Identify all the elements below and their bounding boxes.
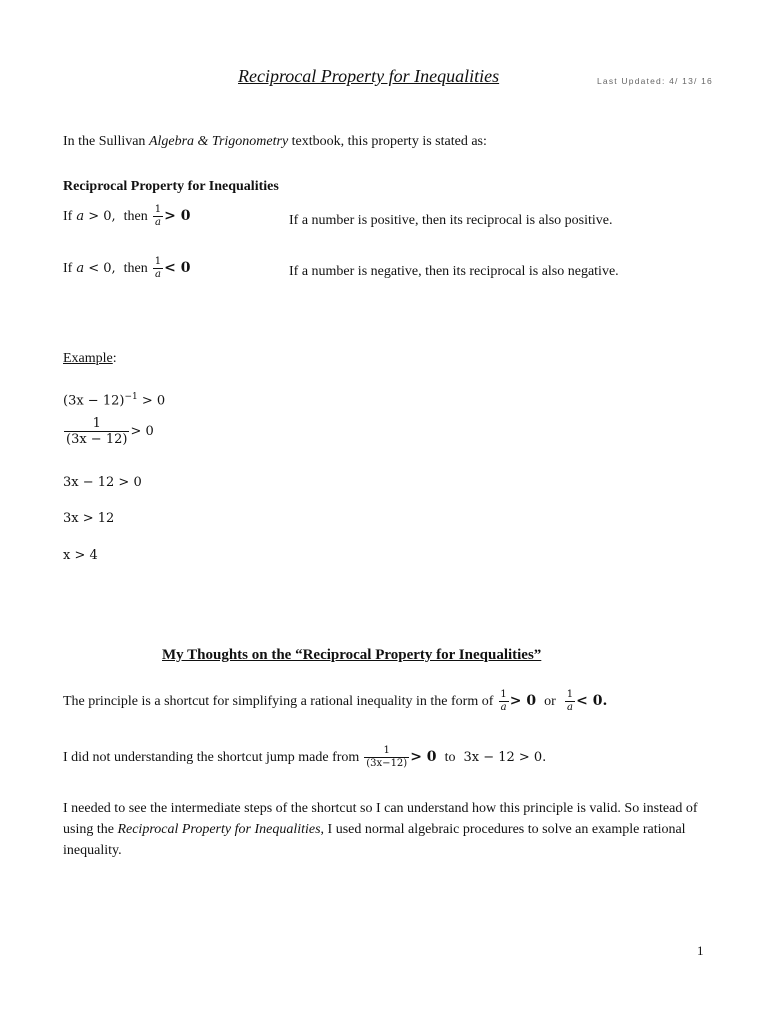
rule-relation: < 0 xyxy=(164,260,191,277)
fraction-denominator: a xyxy=(154,269,161,280)
line1-denominator: a xyxy=(500,702,507,713)
step2-fraction xyxy=(64,417,129,446)
rule-if: If xyxy=(63,261,73,277)
thoughts-paragraph xyxy=(63,798,703,861)
reciprocal-fraction xyxy=(153,205,163,228)
line1-relation-1: > 0 xyxy=(509,693,537,710)
page-number: 1 xyxy=(697,943,704,958)
line1-text: The principle is a shortcut for simplifying a rational inequality in the form of xyxy=(63,694,494,710)
line2-text: I did not understanding the shortcut jump made from xyxy=(63,750,360,766)
fraction-denominator: a xyxy=(154,217,161,228)
line1-fraction-1 xyxy=(498,690,508,713)
rule-negative-description: If a number is negative, then its reciprocal is also negative. xyxy=(289,264,619,279)
example-label-text: Example xyxy=(63,351,113,366)
para-pre: I needed to see the intermediate steps of the shortcut so I can understand how this principle is valid. So instead of using the xyxy=(63,801,698,837)
line1-denominator: a xyxy=(567,702,573,713)
property-heading: Reciprocal Property for Inequalities xyxy=(63,179,279,194)
rule-positive-description: If a number is positive, then its reciprocal is also positive. xyxy=(289,213,613,228)
rule-variable: a xyxy=(76,261,85,277)
example-step-3: 3x − 12 > 0 xyxy=(63,475,142,490)
intro-text xyxy=(63,134,487,150)
example-step-1 xyxy=(63,392,165,408)
rule-condition: < 0, xyxy=(84,261,116,277)
step2-denominator: (3x − 12) xyxy=(66,432,128,447)
last-updated-date: Last Updated: 4/ 13/ 16 xyxy=(597,76,713,86)
line2-denominator: (3x−12) xyxy=(366,758,408,769)
step1-exponent: −1 xyxy=(124,392,138,402)
thoughts-line-1 xyxy=(63,690,607,713)
step2-numerator: 1 xyxy=(92,416,101,431)
example-step-5: x > 4 xyxy=(63,548,98,563)
intro-post: textbook, this property is stated as: xyxy=(288,134,487,149)
example-step-2 xyxy=(63,417,154,446)
rule-then: then xyxy=(123,209,148,225)
line1-numerator: 1 xyxy=(500,689,507,700)
rule-variable: a xyxy=(76,209,85,225)
textbook-title: Algebra & Trigonometry xyxy=(148,134,289,149)
intro-pre: In the Sullivan xyxy=(63,134,149,149)
rule-positive xyxy=(63,205,191,228)
example-step-4: 3x > 12 xyxy=(63,511,115,526)
thoughts-line-2 xyxy=(63,746,546,769)
rule-negative xyxy=(63,257,191,280)
rule-if: If xyxy=(63,209,73,225)
line2-fraction xyxy=(364,746,409,769)
example-colon: : xyxy=(112,351,117,366)
line1-or: or xyxy=(544,694,556,710)
rule-condition: > 0, xyxy=(84,209,116,225)
line1-relation-2: < 0. xyxy=(576,693,608,710)
rule-then: then xyxy=(123,261,148,277)
fraction-numerator: 1 xyxy=(154,256,162,267)
thoughts-heading: My Thoughts on the “Reciprocal Property for Inequalities” xyxy=(162,647,542,663)
line1-fraction-2 xyxy=(565,690,575,713)
step1-base: (3x − 12) xyxy=(63,393,125,409)
rule-relation: > 0 xyxy=(164,208,191,225)
reciprocal-fraction xyxy=(153,257,163,280)
step2-relation: > 0 xyxy=(130,424,154,439)
step1-relation: > 0 xyxy=(137,393,166,409)
line2-numerator: 1 xyxy=(383,745,390,756)
line2-relation: > 0 xyxy=(410,749,437,766)
example-label xyxy=(63,351,117,367)
fraction-numerator: 1 xyxy=(154,204,162,215)
line2-expression: 3x − 12 > 0. xyxy=(463,750,547,766)
para-emphasis: Reciprocal Property for Inequalities xyxy=(117,822,321,837)
page-title: Reciprocal Property for Inequalities xyxy=(238,66,500,86)
line1-numerator: 1 xyxy=(566,689,574,700)
para-post: , I used normal algebraic procedures to solve an example rational inequality. xyxy=(63,822,686,858)
line2-to: to xyxy=(444,750,456,766)
